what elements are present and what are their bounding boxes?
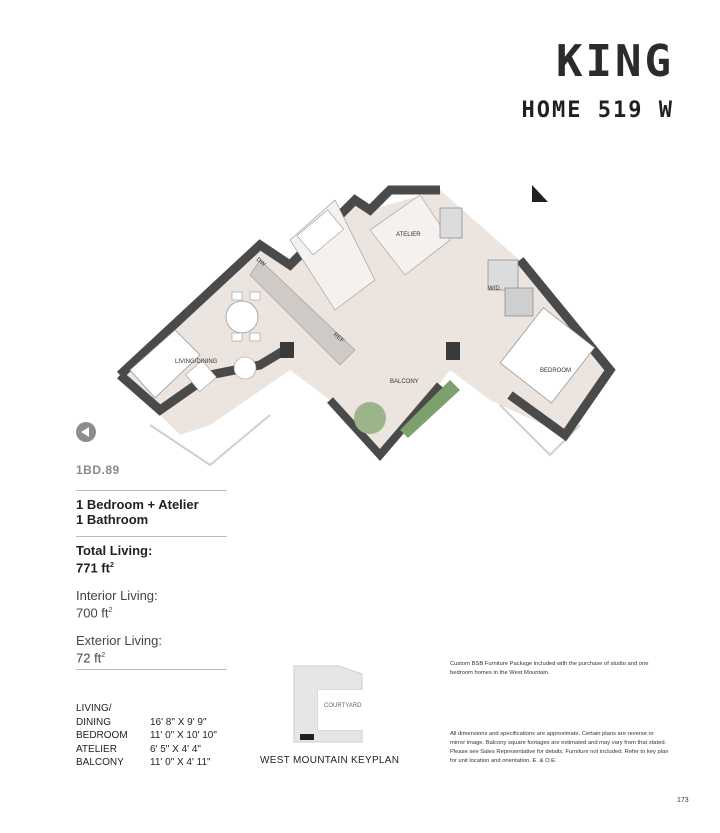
table-row: BALCONY 11' 0" X 4' 11" — [76, 757, 211, 768]
table-row: LIVING/ — [76, 703, 112, 714]
table-row: ATELIER 6' 5" X 4' 4" — [76, 743, 201, 755]
interior-living-value: 700 $ft^2$ — [76, 605, 113, 621]
planter — [354, 402, 386, 434]
back-arrow-icon[interactable] — [76, 422, 96, 442]
room-label-balcony: BALCONY — [390, 379, 419, 385]
north-arrow-icon — [532, 185, 548, 202]
exterior-living-label: Exterior Living: — [76, 633, 162, 648]
keyplan-label: WEST MOUNTAIN KEYPLAN — [260, 755, 400, 766]
keyplan-courtyard-label: COURTYARD — [324, 703, 362, 709]
side-table — [234, 357, 256, 379]
divider — [76, 536, 227, 537]
room-label-bedroom: BEDROOM — [540, 368, 572, 374]
room-label-atelier: ATELIER — [396, 232, 421, 238]
chair — [250, 333, 260, 341]
room-label-dw: DW — [254, 256, 267, 268]
dimensions-table — [76, 702, 217, 770]
keyplan-unit-marker — [300, 734, 314, 740]
chair — [250, 292, 260, 300]
bedroom-count: 1 Bedroom + Atelier — [76, 497, 199, 512]
room-label-living: LIVING/DINING — [175, 359, 218, 365]
divider — [76, 490, 227, 491]
chair — [232, 292, 242, 300]
table-row: BEDROOM 11' 0" X 10' 10" — [76, 730, 217, 741]
table-row: DINING 16' 8" X 9' 9" — [76, 716, 207, 728]
disclaimer-note: All dimensions and specifications are approximate. Certain plans are reverse or mirror image. Balcony square footages are estimated and may vary from that stated. Please see Sales Representative for details. Furniture not included. Refer to key plan for unit location and orientation. E. & O.E. — [450, 731, 669, 764]
room-label-wd: W/D — [488, 286, 500, 292]
unit-code: 1BD.89 — [76, 463, 120, 477]
floor-plan-drawing — [110, 170, 650, 470]
floor-plan — [110, 170, 650, 470]
page-number: 173 — [677, 797, 689, 804]
room-label-ref: REF — [331, 331, 345, 345]
total-living-label: Total Living: — [76, 543, 153, 558]
stair — [505, 288, 533, 316]
brand-logo: KING — [556, 36, 674, 87]
column — [446, 342, 460, 360]
keyplan-map — [284, 660, 374, 744]
bathroom-count: 1 Bathroom — [76, 512, 149, 527]
exterior-living-value: 72 $ft^2$ — [76, 650, 106, 666]
dining-table — [226, 301, 258, 333]
interior-living-label: Interior Living: — [76, 588, 158, 603]
furniture-note: Custom BSB Furniture Package included with the purchase of studio and one bedroom homes in the West Mountain. — [450, 661, 649, 676]
keyplan-courtyard — [318, 690, 362, 730]
chair — [232, 333, 242, 341]
divider — [76, 669, 227, 670]
closet — [440, 208, 462, 238]
home-title: HOME 519 W — [521, 98, 674, 123]
total-living-value: 771 $ft^2$ — [76, 560, 114, 576]
column — [280, 342, 294, 358]
